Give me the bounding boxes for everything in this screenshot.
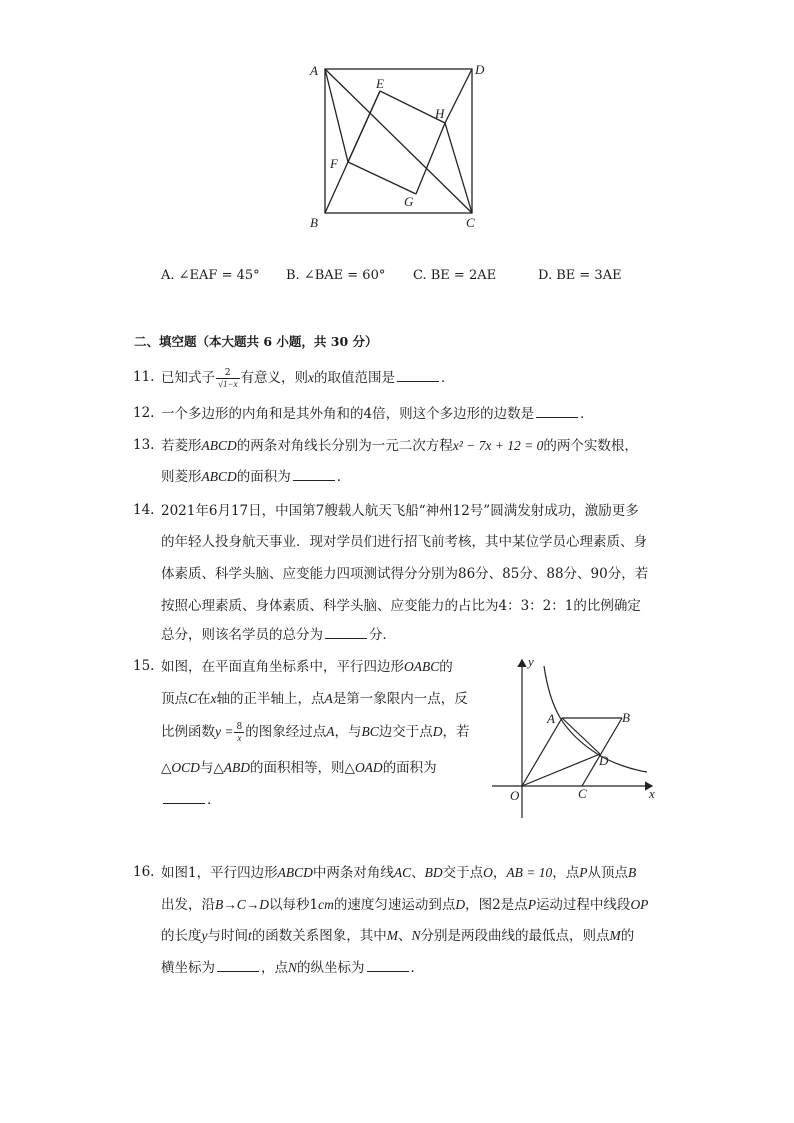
- q11-p2: 有意义，则: [240, 370, 309, 386]
- q16-l4b: ，点: [261, 960, 288, 976]
- line-g-h: [416, 123, 445, 194]
- q16-l1i: ，: [492, 865, 507, 881]
- q14-line1: 2021年6月17日，中国第7艘载人航天飞船“神州12号”圆满发射成功，激励更多: [161, 503, 639, 519]
- q15-l4f: OAD: [354, 760, 383, 775]
- q14-answer-blank[interactable]: [325, 626, 367, 639]
- q13-answer-blank[interactable]: [293, 468, 335, 481]
- section-title: 二、填空题（本大题共 6 小题，共 30 分）: [134, 334, 378, 349]
- q15-l3a: 比例函数: [161, 724, 215, 740]
- q11-frac-top: 2: [216, 368, 240, 379]
- q12-p1: 一个多边形的内角和是其外角和的4倍，则这个多边形的边数是: [161, 406, 535, 422]
- q12-number: 12.: [133, 405, 155, 421]
- coordinate-figure: [484, 652, 664, 822]
- label-b: B: [310, 215, 318, 230]
- q15-frac-top: 8: [236, 722, 243, 732]
- q16-l1j: AB = 10: [506, 865, 553, 880]
- q16-l3i: 分别是两段曲线的最低点，则点: [420, 928, 610, 944]
- q12-p2: ．: [580, 406, 594, 422]
- q11-answer-blank[interactable]: [397, 369, 439, 382]
- q15-l4g: 的面积为: [382, 760, 437, 776]
- q16-l1b: ABCD: [277, 865, 313, 880]
- q14-line4: 按照心理素质、身体素质、科学头脑、应变能力的占比为4：3：2：1的比例确定: [161, 598, 641, 614]
- q15-l4d: ABD: [223, 760, 251, 775]
- q15-l3d: A: [326, 724, 335, 739]
- q16-l4e: ．: [410, 960, 425, 976]
- label-e: E: [376, 76, 384, 91]
- q15-l2d: x: [210, 691, 217, 706]
- q16-l2i: 运动过程中线段: [535, 897, 631, 913]
- segment-o-a: [522, 718, 562, 786]
- q16-l2f: D: [455, 897, 466, 912]
- q16-l1c: 中两条对角线: [312, 865, 394, 881]
- option-c[interactable]: C. BE = 2AE: [413, 268, 497, 283]
- q15-l1a: 如图，在平面直角坐标系中，平行四边形: [161, 659, 404, 675]
- q16-line4: [161, 956, 424, 976]
- q15-l5: ．: [207, 792, 221, 808]
- q16-answer-blank-1[interactable]: [217, 959, 259, 972]
- segment-o-d: [522, 754, 600, 786]
- q15-line4: [161, 756, 437, 776]
- q15-answer-blank[interactable]: [163, 791, 205, 804]
- q15-l2a: 顶点: [161, 691, 188, 707]
- label-c2: C: [578, 786, 587, 801]
- q15-line3: [161, 720, 469, 743]
- q13-l2a: 则菱形: [161, 469, 202, 485]
- q11-fraction: [216, 368, 240, 389]
- q13-l1e: 的两个实数根，: [543, 438, 638, 454]
- q14-line3: 体素质、科学头脑、应变能力四项测试得分分别为86分、85分、88分、90分，若: [161, 566, 649, 582]
- q14-line2: 的年轻人投身航天事业．现对学员们进行招飞前考核，其中某位学员心理素质、身: [161, 534, 647, 550]
- q13-l1c: 的两条对角线长分别为一元二次方程: [236, 438, 453, 454]
- q13-l2d: ．: [336, 469, 351, 485]
- q16-l2a: 出发，沿: [161, 897, 215, 913]
- q15-l2g: 是第一象限内一点，反: [332, 691, 468, 707]
- q16-line1: [161, 861, 636, 881]
- q16-l2d: cm: [318, 897, 334, 912]
- option-d[interactable]: D. BE = 3AE: [538, 268, 622, 283]
- q16-l3f: M: [386, 928, 399, 943]
- q13-equation: x² − 7x + 12 = 0: [452, 438, 544, 453]
- q13-l1a: 若菱形: [161, 438, 202, 454]
- q16-l4a: 横坐标为: [161, 960, 215, 976]
- q16-l2e: 的速度匀速运动到点: [333, 897, 456, 913]
- line-h-d: [445, 69, 472, 123]
- q16-l3a: 的长度: [161, 928, 202, 944]
- q11-text: [161, 366, 455, 389]
- label-c: C: [466, 215, 475, 230]
- label-b2: B: [622, 710, 630, 725]
- q15-l2f: A: [324, 691, 333, 706]
- q12-text: [161, 402, 594, 422]
- segment-a-d: [562, 718, 600, 754]
- q15-l1b: OABC: [404, 659, 440, 674]
- q11-number: 11.: [133, 369, 155, 385]
- q15-l2c: 在: [197, 691, 211, 707]
- q16-l1h: O: [483, 865, 493, 880]
- q16-l1m: 从顶点: [587, 865, 628, 881]
- q15-l1c: 的: [439, 659, 453, 675]
- q16-l2g: ，图2是点: [465, 897, 528, 913]
- q12-answer-blank[interactable]: [536, 405, 578, 418]
- q16-l1k: ，点: [552, 865, 580, 881]
- q15-number: 15.: [133, 658, 155, 674]
- q16-line2: [161, 893, 648, 913]
- q16-answer-blank-2[interactable]: [367, 959, 409, 972]
- q16-l2b: B→C→D: [215, 897, 269, 912]
- q16-l4c: N: [288, 960, 298, 975]
- q13-l2b: ABCD: [201, 469, 237, 484]
- q16-number: 16.: [133, 864, 155, 880]
- q16-l1l: P: [579, 865, 588, 880]
- q15-l3e: ，与: [334, 724, 362, 740]
- q15-l4c: 与△: [199, 760, 224, 776]
- q15-l3i: ，若: [442, 724, 470, 740]
- q11-var: x: [308, 370, 315, 385]
- q16-l3e: 的函数关系图象，其中: [251, 928, 387, 944]
- q15-line2: [161, 687, 468, 707]
- q11-p3: 的取值范围是: [314, 370, 396, 386]
- q15-l3c: 的图象经过点: [245, 724, 327, 740]
- q16-l1g: 交于点: [442, 865, 484, 881]
- q16-l3g: 、: [398, 928, 412, 944]
- q16-l3h: N: [411, 928, 421, 943]
- q14-number: 14.: [133, 502, 155, 518]
- q15-l3f: BC: [361, 724, 379, 739]
- q15-frac-bot: x: [237, 733, 242, 743]
- q16-l1e: 、: [411, 865, 425, 881]
- q11-p1: 已知式子: [161, 370, 215, 386]
- q16-line3: [161, 924, 634, 944]
- q16-l2h: P: [527, 897, 536, 912]
- option-b[interactable]: B. ∠BAE = 60°: [286, 268, 386, 283]
- q16-l1d: AC: [393, 865, 412, 880]
- label-a2: A: [547, 711, 555, 726]
- q16-l3j: M: [609, 928, 621, 943]
- q15-l4e: 的面积相等，则△: [250, 760, 355, 776]
- label-o: O: [510, 788, 520, 803]
- q16-l3c: 与时间: [207, 928, 248, 944]
- q16-l3d: t: [248, 928, 252, 943]
- q14-line5: [161, 623, 396, 643]
- q16-l3k: 的: [620, 928, 635, 944]
- label-g: G: [404, 194, 414, 209]
- label-d2: D: [599, 753, 609, 768]
- line-a-g: [325, 69, 348, 162]
- q16-l4d: 的纵坐标为: [297, 960, 365, 976]
- label-x: x: [649, 786, 655, 801]
- q11-frac-bot: √1−x: [218, 379, 238, 389]
- segment-b-c: [582, 718, 622, 786]
- q15-l3b: y =: [215, 724, 234, 739]
- q16-l1n: B: [627, 865, 637, 880]
- label-d: D: [475, 62, 485, 77]
- line-e-f: [348, 91, 380, 162]
- q16-l2c: 以每秒1: [269, 897, 319, 913]
- q16-l3b: y: [201, 928, 208, 943]
- q15-l3h: D: [432, 724, 443, 739]
- square-figure: [300, 58, 500, 238]
- q16-l1f: BD: [424, 865, 443, 880]
- q15-l2e: 轴的正半轴上，点: [216, 691, 325, 707]
- label-f: F: [330, 156, 338, 171]
- q15-l3g: 边交于点: [378, 724, 433, 740]
- q14-l5a: 总分，则该名学员的总分为: [161, 627, 323, 643]
- q13-l1b: ABCD: [201, 438, 237, 453]
- label-h: H: [435, 106, 445, 121]
- option-a[interactable]: A. ∠EAF = 45°: [161, 268, 260, 283]
- q11-p4: ．: [441, 370, 455, 386]
- label-y: y: [528, 654, 534, 669]
- q13-number: 13.: [133, 437, 155, 453]
- q15-line5: [161, 788, 221, 808]
- q15-l4b: OCD: [171, 760, 200, 775]
- q15-line1: [161, 655, 453, 675]
- q13-line2: [161, 465, 350, 485]
- q14-l5b: 分．: [369, 627, 396, 643]
- q13-line1: [161, 434, 638, 454]
- line-f-g: [348, 162, 416, 194]
- label-a: A: [310, 63, 318, 78]
- q15-l2b: C: [188, 691, 198, 706]
- q16-l2j: OP: [630, 897, 649, 912]
- q16-l1a: 如图1，平行四边形: [161, 865, 278, 881]
- q15-fraction: [234, 722, 244, 743]
- q13-l2c: 的面积为: [236, 469, 291, 485]
- q15-l4a: △: [161, 760, 172, 776]
